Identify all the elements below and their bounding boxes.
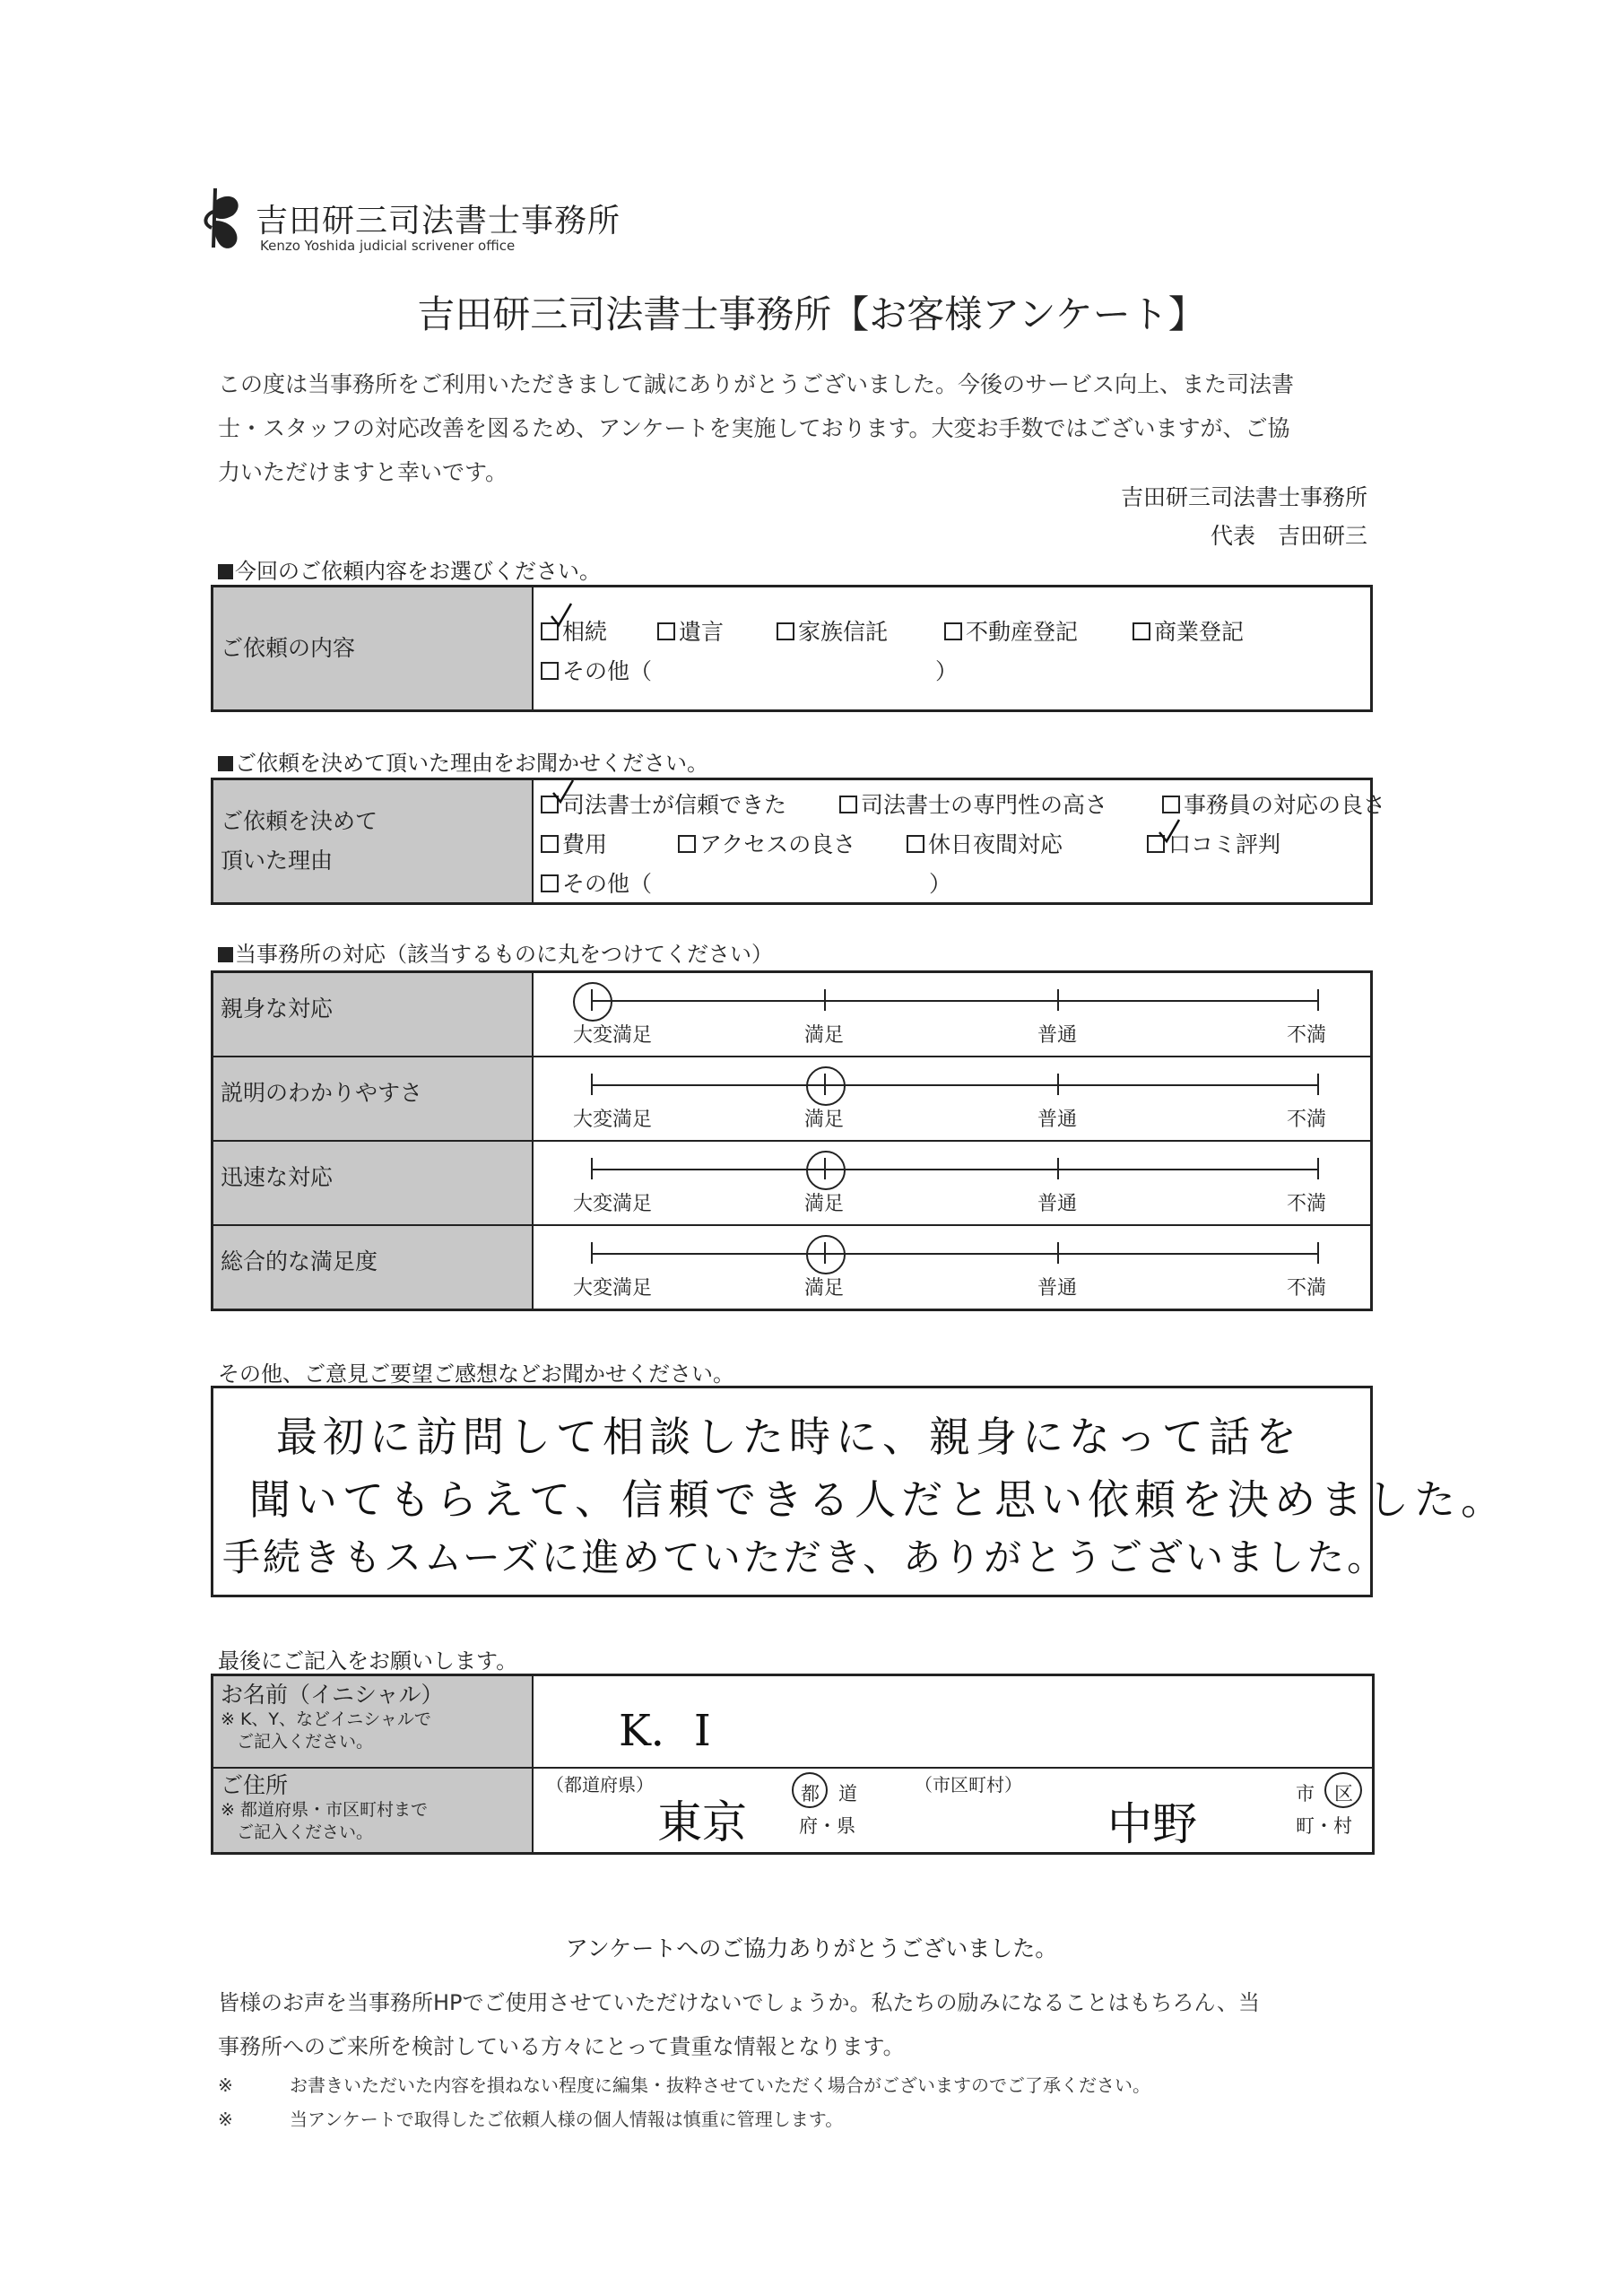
checkbox[interactable] [541,874,559,892]
checkmark-icon [1156,818,1183,845]
option-word-of-mouth[interactable]: 口コミ評判 [1147,827,1280,859]
option-cost[interactable]: 費用 [541,827,607,859]
checkbox[interactable] [777,622,794,640]
section-heading [218,936,773,968]
suffix-to: 都 [801,1782,820,1805]
footer-paragraph: 事務所へのご来所を検討している方々にとって貴重な情報となります。 [218,2034,905,2059]
checkbox[interactable] [541,662,559,680]
name-label: お名前（イニシャル） [221,1682,444,1708]
footer-note [218,2105,843,2131]
rating-scale-label: 満足 [803,1109,844,1131]
logo-name: 吉田研三司法書士事務所 [256,203,621,239]
comment-box[interactable] [211,1386,1508,1597]
handwritten-comment-line: 聞いてもらえて、信頼できる人だと思い依頼を決めました。 [249,1475,1508,1524]
request-content-label: ご依頼の内容 [213,587,534,711]
rating-scale-label: 満足 [803,1277,844,1300]
rating-scale-label: 普通 [1037,1024,1077,1047]
checkbox[interactable] [678,835,696,853]
suffix-do: 道 [838,1782,857,1805]
logo-subtitle: Kenzo Yoshida judicial scrivener office [260,238,516,254]
selection-circle [1324,1772,1362,1808]
rating-scale-tick[interactable] [591,1242,593,1264]
note-mark: ※ [218,2109,233,2130]
handwritten-comment-line: 手続きもスムーズに進めていただき、ありがとうございました。 [222,1535,1388,1579]
rating-row [213,1057,1372,1141]
note-text: お書きいただいた内容を損ねない程度に編集・抜粋させていただく場合がございますのでご了承ください。 [290,2074,1150,2096]
prefecture-caption: （都道府県） [546,1773,654,1796]
option-inheritance[interactable]: 相続 [541,614,607,647]
name-field[interactable] [533,1675,1374,1768]
checkbox[interactable] [839,796,857,813]
rating-scale-label: 大変満足 [573,1024,653,1047]
selected-rating-circle [806,1151,846,1190]
address-label-cell [213,1768,534,1854]
rating-scale-line [591,1253,1317,1255]
selected-rating-circle [573,982,612,1022]
footer-note [218,2071,1150,2097]
rating-row [213,1225,1372,1310]
rating-row [213,972,1372,1057]
section-heading [218,745,708,777]
address-note: ご記入ください。 [237,1822,374,1842]
butterfly-logo-icon [197,185,246,257]
address-field[interactable] [533,1768,1374,1854]
rating-scale-label: 満足 [803,1193,844,1215]
checkbox[interactable] [907,835,924,853]
rating-scale-tick[interactable] [1317,1158,1319,1179]
rating-scale-label: 不満 [1286,1193,1326,1215]
signature-representative: 代表 吉田研三 [1210,523,1367,549]
section-heading-text: 当事務所の対応（該当するものに丸をつけてください） [235,942,773,967]
section-heading: その他、ご意見ご要望ご感想などお聞かせください。 [218,1361,734,1387]
handwritten-name: K．I [619,1706,711,1756]
option-access[interactable]: アクセスの良さ [678,827,855,859]
checkbox[interactable] [657,622,675,640]
rating-scale-label: 普通 [1037,1277,1077,1300]
rating-scale-tick[interactable] [824,989,826,1011]
intro-text [218,362,1375,494]
checkmark-icon [548,602,575,629]
rating-scale-tick[interactable] [1317,1074,1319,1095]
rating-scale-tick[interactable] [1057,1158,1059,1179]
rating-scale-line [591,1084,1317,1086]
signature-org: 吉田研三司法書士事務所 [1120,484,1367,510]
option-staff-response[interactable]: 事務員の対応の良さ [1162,787,1385,820]
square-bullet-icon [218,756,233,771]
rating-scale-tick[interactable] [591,1074,593,1095]
rating-scale-label: 不満 [1286,1024,1326,1047]
suffix-fu-ken: 府・県 [799,1814,855,1837]
rating-scale-tick[interactable] [1057,1242,1059,1264]
selected-rating-circle [806,1235,846,1274]
option-commercial-registration[interactable]: 商業登記 [1133,614,1244,647]
suffix-ku: 区 [1334,1782,1353,1805]
name-note: ご記入ください。 [237,1732,374,1752]
rating-scale-label: 大変満足 [573,1193,653,1215]
request-reason-table [211,778,1386,905]
option-trust-scrivener[interactable]: 司法書士が信頼できた [541,787,786,820]
checkmark-icon [550,778,577,805]
label-line: ご依頼を決めて [221,808,378,834]
rating-scale-label: 不満 [1286,1277,1326,1300]
address-note: ※ 都道府県・市区町村まで [221,1799,428,1820]
section-heading-text: 今回のご依頼内容をお選びください。 [235,559,601,584]
section-heading: 最後にご記入をお願いします。 [218,1648,518,1674]
request-content-table [211,585,1373,712]
rating-scale-tick[interactable] [1057,1074,1059,1095]
handwritten-city: 中野 [1107,1797,1197,1850]
rating-label: 総合的な満足度 [213,1225,534,1310]
selection-circle [792,1772,828,1808]
note-mark: ※ [218,2074,233,2096]
checkbox[interactable] [541,835,559,853]
request-reason-options [533,779,1386,904]
option-expertise[interactable]: 司法書士の専門性の高さ [839,787,1107,820]
option-family-trust[interactable]: 家族信託 [777,614,888,647]
footer-paragraph: 皆様のお声を当事務所HPでご使用させていただけないでしょうか。私たちの励みになることはもちろん、当 [218,1990,1260,2015]
rating-scale-line [591,1000,1317,1002]
rating-label: 親身な対応 [213,972,534,1057]
rating-label: 迅速な対応 [213,1141,534,1225]
rating-scale-label: 大変満足 [573,1277,653,1300]
handwritten-prefecture: 東京 [657,1796,747,1848]
option-holiday-night[interactable]: 休日夜間対応 [907,827,1063,859]
rating-scale-tick[interactable] [1057,989,1059,1011]
rating-scale-label: 普通 [1037,1193,1077,1215]
option-other[interactable]: その他（ [541,654,652,686]
contact-table [211,1674,1375,1855]
section-heading [218,553,601,585]
option-real-estate-registration[interactable]: 不動産登記 [944,614,1078,647]
checkbox[interactable] [1162,796,1180,813]
suffix-cho-son: 町・村 [1296,1814,1352,1837]
rating-scale-label: 大変満足 [573,1109,653,1131]
name-label-cell [213,1675,534,1768]
suffix-shi: 市 [1296,1782,1315,1805]
square-bullet-icon [218,564,233,579]
checkbox[interactable] [944,622,962,640]
section-heading-text: ご依頼を決めて頂いた理由をお聞かせください。 [235,751,708,776]
label-line: 頂いた理由 [221,848,334,874]
square-bullet-icon [218,947,233,962]
handwritten-comment-line: 最初に訪問して相談した時に、親身になって話を [276,1413,1302,1461]
option-will[interactable]: 遺言 [657,614,724,647]
rating-scale-tick[interactable] [591,1158,593,1179]
rating-row [213,1141,1372,1225]
city-caption: （市区町村） [915,1773,1022,1796]
page-title: 吉田研三司法書士事務所【お客様アンケート】 [417,292,1206,336]
note-text: 当アンケートで取得したご依頼人様の個人情報は慎重に管理します。 [290,2109,844,2130]
rating-scale-label: 普通 [1037,1109,1077,1131]
rating-scale [533,1141,1372,1225]
rating-scale-label: 不満 [1286,1109,1326,1131]
rating-scale [533,1057,1372,1141]
name-note: ※ K、Y、などイニシャルで [221,1709,431,1729]
rating-label: 説明のわかりやすさ [213,1057,534,1141]
thanks-message: アンケートへのご協力ありがとうございました。 [565,1935,1058,1961]
rating-scale [533,972,1372,1057]
rating-scale-tick[interactable] [1317,1242,1319,1264]
request-reason-label [213,779,534,904]
rating-scale-label: 満足 [803,1024,844,1047]
request-content-options [533,587,1372,711]
response-rating-table [211,970,1373,1311]
rating-scale-tick[interactable] [1317,989,1319,1011]
other-close-paren: ） [935,658,959,684]
intro-line: この度は当事務所をご利用いただきまして誠にありがとうございました。今後のサービス向上、また司法書 [218,371,1295,397]
rating-scale [533,1225,1372,1310]
checkbox[interactable] [1133,622,1150,640]
selected-rating-circle [806,1066,846,1106]
rating-scale-line [591,1169,1317,1170]
address-label: ご住所 [221,1771,289,1798]
intro-line: 力いただけますと幸いです。 [218,459,508,485]
intro-line: 士・スタッフの対応改善を図るため、アンケートを実施しております。大変お手数ではございますが、ご協 [218,415,1290,441]
other-close-paren: ） [929,871,952,897]
option-other[interactable]: その他（ [541,866,652,899]
